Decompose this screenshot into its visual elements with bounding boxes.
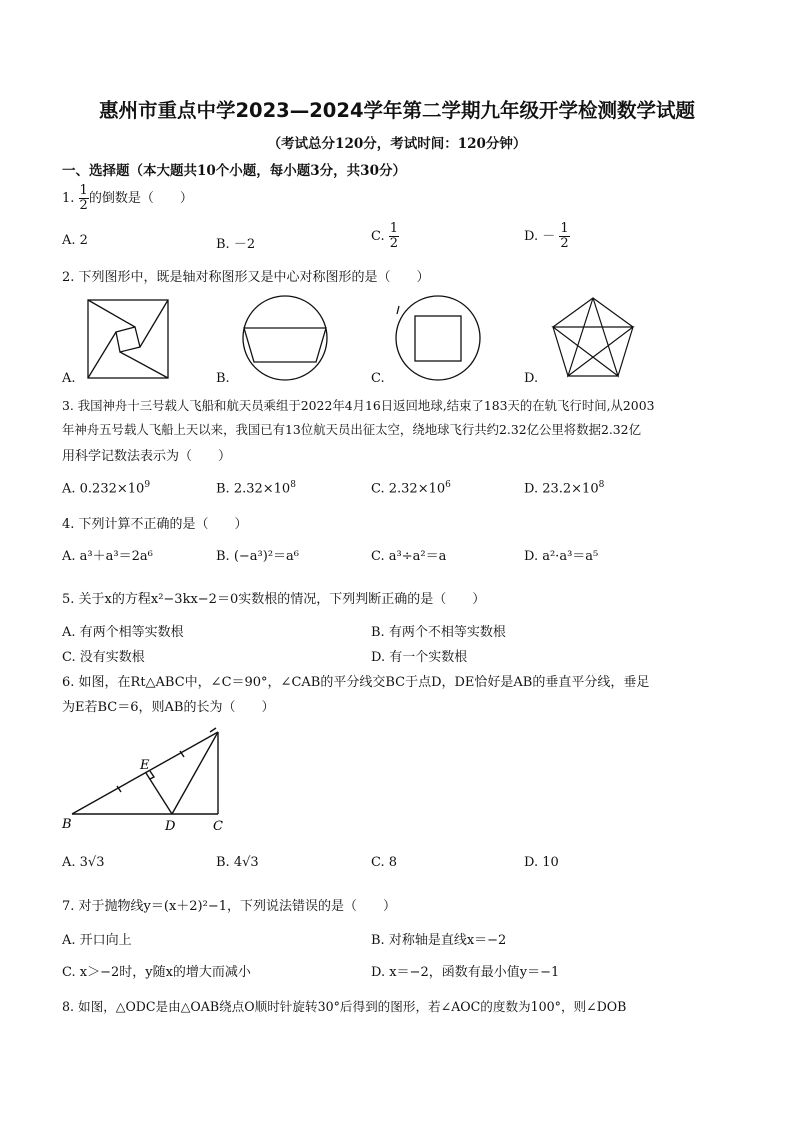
q1-frac-num: 1: [79, 183, 88, 198]
q6-option-b: B. 4√3: [216, 855, 259, 870]
q5-option-a: A. 有两个相等实数根: [62, 625, 184, 640]
segment-de: [146, 773, 172, 814]
q3-option-a: [62, 480, 150, 496]
q2-figures: [60, 292, 740, 386]
q6-triangle-figure: [60, 722, 240, 834]
question-8: 8. 如图，△ODC是由△OAB绕点O顺时针旋转30°后得到的图形，若∠AOC的度数为100°，则∠DOB: [62, 999, 627, 1014]
q1-stem: 的倒数是（ ）: [88, 191, 193, 206]
q1-option-c-label: C.: [371, 229, 385, 244]
q3-line-1: 3. 我国神舟十三号载人飞船和航天员乘组于2022年4月16日返回地球,结束了183天的在轨飞行时间,从2003: [62, 398, 655, 413]
side-ab: [72, 732, 218, 814]
q1-option-a: A. 2: [62, 233, 88, 248]
q3-line-3: 用科学记数法表示为（ ）: [62, 449, 232, 464]
q3-line-2: 年神舟五号载人飞船上天以来，我国已有13位航天员出征太空，绕地球飞行共约2.32亿公里将数据2.32亿: [62, 422, 641, 437]
q2-label-d: D.: [524, 371, 539, 386]
q6-line-1: 6. 如图，在Rt△ABC中，∠C＝90°，∠CAB的平分线交BC于点D，DE恰好是AB的垂直平分线，垂足: [62, 675, 650, 690]
question-4: 4. 下列计算不正确的是（ ）: [62, 517, 248, 532]
q4-option-a: A. a³＋a³＝2a⁶: [62, 549, 153, 564]
q3-option-b: [216, 480, 296, 496]
q6-option-a: A. 3√3: [62, 855, 105, 870]
q1-fraction: [79, 184, 89, 213]
q3-option-c-text: C. 2.32×10: [371, 481, 446, 497]
q5-option-c: C. 没有实数根: [62, 650, 145, 665]
q1-option-d-frac: [559, 222, 569, 251]
section-heading: 一、选择题（本大题共10个小题，每小题3分，共30分）: [62, 163, 406, 179]
figure-b-circle-trapezoid: [243, 296, 327, 380]
exam-subtitle: （考试总分120分，考试时间：120分钟）: [267, 136, 527, 152]
q2-label-b: B.: [216, 371, 230, 386]
q1-option-d-num: 1: [560, 221, 569, 236]
q1-number: 1.: [62, 191, 75, 206]
figure-c-circle-square: [396, 296, 480, 380]
q1-option-c-frac: [389, 222, 399, 251]
label-b: B: [62, 817, 72, 832]
q7-option-a: A. 开口向上: [62, 933, 132, 948]
q7-option-c: C. x＞−2时，y随x的增大而减小: [62, 965, 251, 980]
q4-option-d: D. a²·a³＝a⁵: [524, 549, 599, 564]
question-7: 7. 对于抛物线y＝(x＋2)²−1，下列说法错误的是（ ）: [62, 899, 397, 914]
q2-label-c: C.: [371, 371, 385, 386]
q1-option-b: B. －2: [216, 237, 256, 252]
q1-option-d: [524, 222, 570, 251]
q3-option-d-text: D. 23.2×10: [524, 481, 599, 497]
q6-option-c: C. 8: [371, 855, 398, 870]
question-5: 5. 关于x的方程x²−3kx−2＝0实数根的情况，下列判断正确的是（ ）: [62, 592, 486, 607]
question-1: [62, 184, 193, 213]
q6-line-2: 为E若BC＝6，则AB的长为（ ）: [62, 700, 275, 715]
label-d: D: [165, 819, 176, 834]
q1-option-c-num: 1: [389, 221, 399, 236]
q3-option-b-text: B. 2.32×10: [216, 481, 291, 497]
q1-option-d-den: 2: [560, 236, 569, 251]
q3-option-a-exp: 9: [144, 480, 151, 490]
q3-option-a-text: A. 0.232×10: [62, 481, 145, 497]
q3-option-c: [371, 480, 451, 496]
q3-option-d-exp: 8: [598, 480, 605, 490]
q4-option-c: C. a³÷a²＝a: [371, 549, 447, 564]
q7-option-d: D. x＝−2，函数有最小值y＝−1: [371, 965, 560, 980]
vertex-a-mark: [210, 728, 216, 732]
question-2: 2. 下列图形中，既是轴对称图形又是中心对称图形的是（ ）: [62, 270, 430, 285]
q5-option-d: D. 有一个实数根: [371, 650, 468, 665]
q7-option-b: B. 对称轴是直线x＝−2: [371, 933, 507, 948]
figure-a-pinwheel: [88, 300, 168, 378]
label-e: E: [140, 758, 150, 773]
q3-option-c-exp: 6: [445, 480, 451, 490]
q6-option-d: D. 10: [524, 855, 559, 870]
q3-option-b-exp: 8: [290, 480, 296, 490]
q4-option-b: B. (−a³)²＝a⁶: [216, 549, 299, 564]
q5-option-b: B. 有两个不相等实数根: [371, 625, 506, 640]
right-angle-mark-e: [150, 771, 154, 779]
q2-label-a: A.: [62, 371, 76, 386]
figure-d-pentagon-star: [553, 298, 633, 376]
q3-option-d: [524, 480, 604, 496]
q1-frac-den: 2: [79, 198, 88, 213]
q1-option-c-den: 2: [389, 236, 399, 251]
q1-option-c: [371, 222, 399, 251]
exam-title: 惠州市重点中学2023—2024学年第二学期九年级开学检测数学试题: [98, 99, 696, 122]
q1-option-d-label: D. －: [524, 229, 556, 244]
label-c: C: [213, 819, 223, 834]
